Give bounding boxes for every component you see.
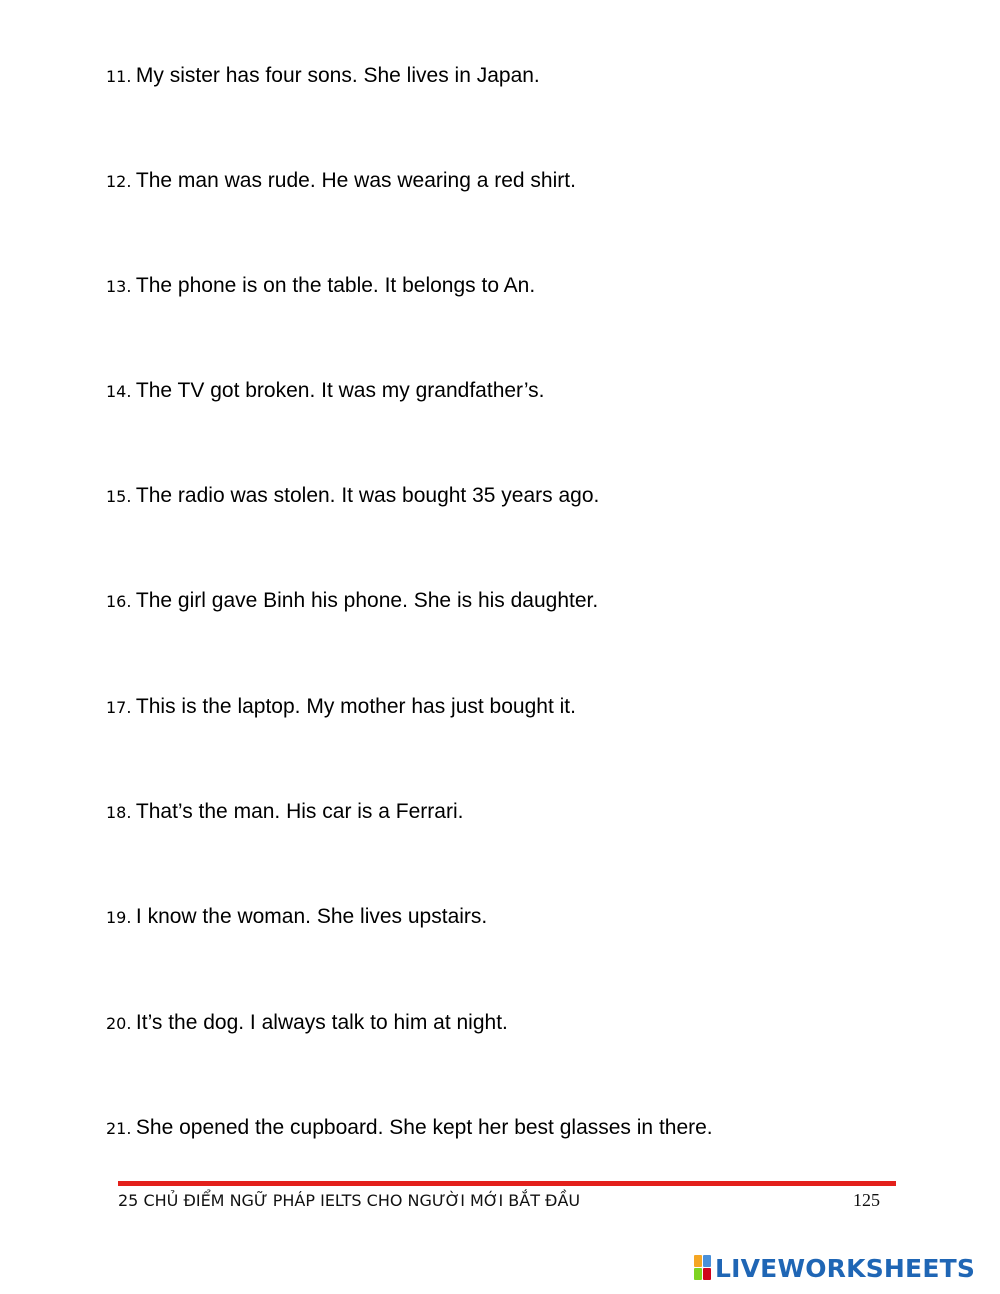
question-text: It’s the dog. I always talk to him at night. bbox=[135, 1011, 508, 1034]
footer-divider bbox=[118, 1181, 896, 1186]
question-number: 13. bbox=[106, 277, 132, 296]
question-number: 12. bbox=[106, 172, 132, 191]
question-11 bbox=[106, 64, 540, 88]
question-text: The girl gave Binh his phone. She is his daughter. bbox=[135, 589, 599, 612]
question-text: The man was rude. He was wearing a red shirt. bbox=[135, 169, 576, 192]
question-text: I know the woman. She lives upstairs. bbox=[135, 905, 488, 928]
question-20 bbox=[106, 1011, 508, 1035]
question-number: 20. bbox=[106, 1014, 132, 1033]
question-text: This is the laptop. My mother has just bought it. bbox=[135, 695, 576, 718]
question-number: 16. bbox=[106, 592, 132, 611]
question-number: 17. bbox=[106, 698, 132, 717]
liveworksheets-brand bbox=[694, 1252, 975, 1284]
question-number: 19. bbox=[106, 908, 132, 927]
question-number: 11. bbox=[106, 67, 132, 86]
question-16 bbox=[106, 589, 598, 613]
question-text: That’s the man. His car is a Ferrari. bbox=[135, 800, 464, 823]
page-number: 125 bbox=[853, 1190, 880, 1210]
question-text: My sister has four sons. She lives in Japan. bbox=[135, 64, 540, 87]
question-13 bbox=[106, 274, 535, 298]
liveworksheets-logo-icon bbox=[694, 1255, 711, 1281]
question-14 bbox=[106, 379, 544, 403]
question-number: 21. bbox=[106, 1119, 132, 1138]
question-number: 18. bbox=[106, 803, 132, 822]
question-text: She opened the cupboard. She kept her best glasses in there. bbox=[135, 1116, 713, 1139]
brand-name: LIVEWORKSHEETS bbox=[715, 1253, 976, 1283]
question-text: The TV got broken. It was my grandfather’s. bbox=[135, 379, 545, 402]
question-text: The phone is on the table. It belongs to An. bbox=[135, 274, 536, 297]
question-21 bbox=[106, 1116, 713, 1140]
question-15 bbox=[106, 484, 599, 508]
question-19 bbox=[106, 905, 487, 929]
question-text: The radio was stolen. It was bought 35 years ago. bbox=[135, 484, 600, 507]
question-number: 15. bbox=[106, 487, 132, 506]
question-17 bbox=[106, 695, 576, 719]
question-12 bbox=[106, 169, 576, 193]
question-number: 14. bbox=[106, 382, 132, 401]
footer-title: 25 CHỦ ĐIỂM NGỮ PHÁP IELTS CHO NGƯỜI MỚI BẮT ĐẦU bbox=[118, 1191, 581, 1210]
question-18 bbox=[106, 800, 463, 824]
